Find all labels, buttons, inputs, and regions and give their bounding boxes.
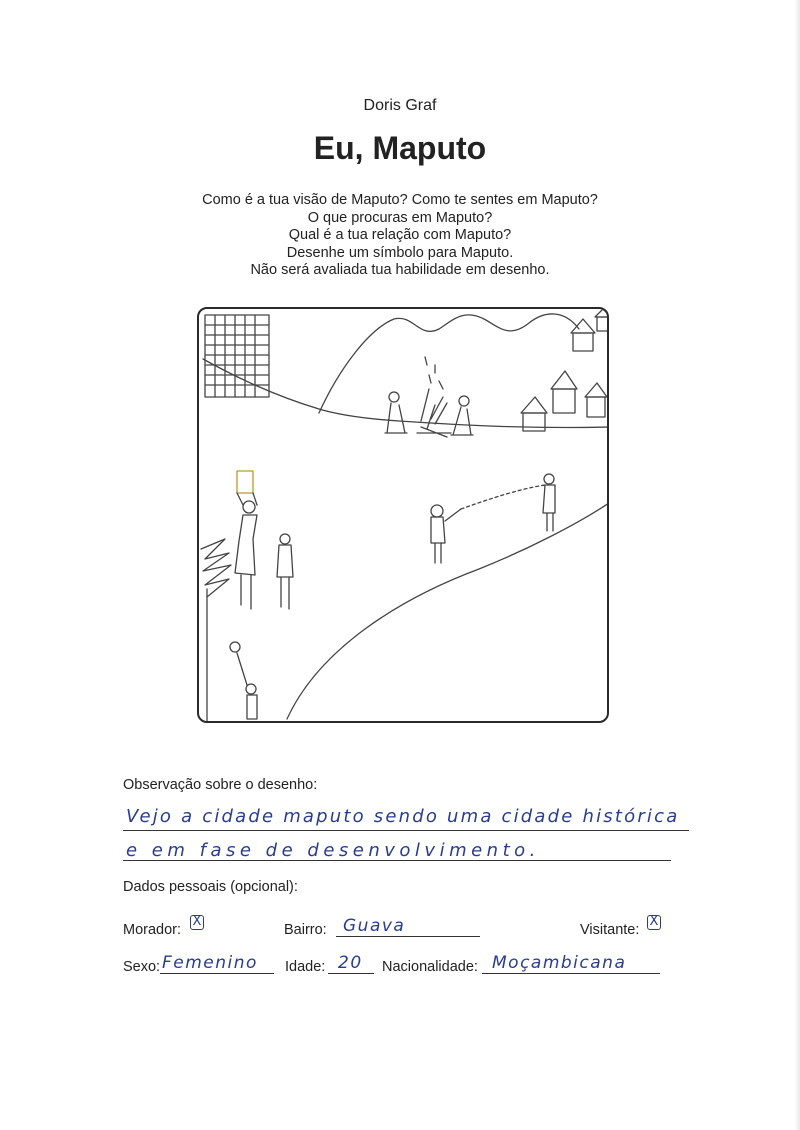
author-name: Doris Graf — [363, 97, 437, 114]
sex-rule — [160, 973, 274, 974]
resident-label: Morador: — [123, 922, 182, 938]
child-with-balloon — [230, 642, 257, 719]
observation-line-2: e em fase de desenvolvimento. — [126, 840, 540, 861]
neighborhood-value: Guava — [343, 916, 406, 936]
visitor-label: Visitante: — [580, 922, 640, 938]
question-block — [0, 192, 800, 280]
drawing-area — [197, 307, 609, 723]
nationality-rule — [482, 973, 660, 974]
observation-label: Observação sobre o desenho: — [123, 777, 318, 793]
hill-slope — [287, 503, 609, 719]
hand-drawing — [199, 309, 609, 723]
personal-data-label: Dados pessoais (opcional): — [123, 879, 298, 895]
neighborhood-rule — [336, 936, 480, 937]
question-line: Qual é a tua relação com Maputo? — [288, 227, 512, 243]
children-with-rope — [431, 474, 555, 563]
neighborhood-label: Bairro: — [284, 922, 327, 938]
question-line: Não será avaliada tua habilidade em desenho. — [250, 262, 550, 278]
scan-edge — [794, 0, 800, 1130]
question-line: O que procuras em Maputo? — [307, 209, 493, 226]
nationality-label: Nacionalidade: — [382, 959, 478, 975]
resident-checkbox[interactable]: X — [190, 915, 204, 930]
sex-value: Femenino — [162, 953, 258, 973]
woman-with-bucket — [235, 471, 257, 609]
age-value: 20 — [338, 953, 363, 973]
ground-horizon — [203, 359, 609, 428]
page-title: Eu, Maputo — [313, 130, 487, 166]
observation-rule-1 — [123, 830, 689, 831]
observation-rule-2 — [123, 860, 671, 861]
question-line: Desenhe um símbolo para Maputo. — [286, 244, 514, 261]
observation-line-1: Vejo a cidade maputo sendo uma cidade histórica — [126, 806, 680, 827]
question-line: Como é a tua visão de Maputo? Como te sentes em Maputo? — [202, 192, 598, 208]
visitor-checkbox[interactable]: X — [647, 915, 661, 930]
bush-scribble — [201, 539, 231, 597]
sex-label: Sexo: — [123, 959, 161, 975]
village-huts — [521, 309, 609, 431]
age-rule — [328, 973, 374, 974]
apartment-building — [205, 315, 269, 397]
age-label: Idade: — [285, 959, 326, 975]
nationality-value: Moçambicana — [492, 953, 627, 973]
standing-child — [277, 534, 293, 609]
mountains — [319, 314, 579, 413]
